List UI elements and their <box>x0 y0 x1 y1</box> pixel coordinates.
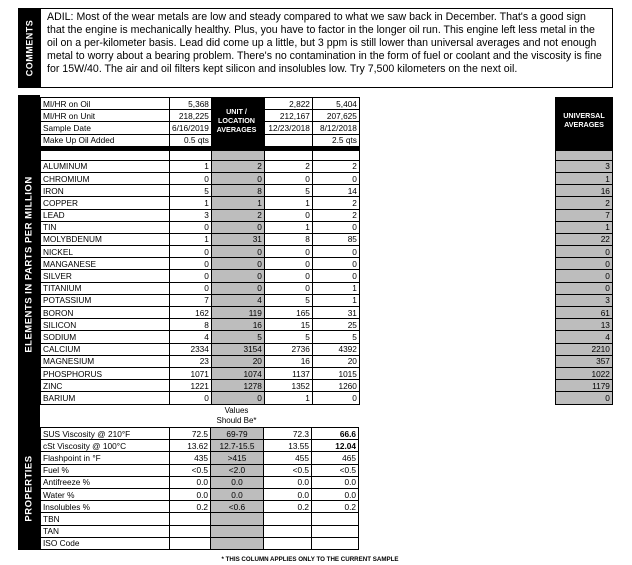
element-sample-1: 0 <box>170 282 212 294</box>
property-name: Insolubles % <box>41 501 170 513</box>
property-row <box>41 488 359 500</box>
header-sample-1: 218,225 <box>170 110 212 122</box>
header-row <box>41 122 613 134</box>
header-row-label: Make Up Oil Added <box>41 134 170 146</box>
element-name: ZINC <box>41 380 170 392</box>
element-row <box>41 258 613 270</box>
element-row <box>41 331 613 343</box>
spacer-cell <box>359 150 555 160</box>
element-gap <box>359 343 555 355</box>
element-universal-average: 357 <box>555 355 612 367</box>
header-sample-1: 5,368 <box>170 98 212 110</box>
unit-location-averages-label: UNIT / LOCATION AVERAGES <box>216 106 257 134</box>
element-sample-3: 0 <box>312 258 359 270</box>
property-sample-2: 72.3 <box>264 428 312 440</box>
element-sample-2: 0 <box>264 258 312 270</box>
element-sample-3: 2 <box>312 197 359 209</box>
property-should-be: <0.6 <box>211 501 264 513</box>
property-sample-1: 435 <box>170 452 211 464</box>
property-sample-1 <box>170 525 211 537</box>
element-unit-average: 20 <box>211 355 264 367</box>
header-sample-2: 12/23/2018 <box>264 122 312 134</box>
element-unit-average: 5 <box>211 331 264 343</box>
element-sample-3: 14 <box>312 185 359 197</box>
element-name: BARIUM <box>41 392 170 404</box>
values-should-be-label: Values Should Be* <box>216 406 257 425</box>
element-gap <box>359 319 555 331</box>
property-sample-1: <0.5 <box>170 464 211 476</box>
element-unit-average: 3154 <box>211 343 264 355</box>
elements-sidebar <box>18 95 40 434</box>
element-unit-average: 1074 <box>211 367 264 379</box>
element-sample-1: 23 <box>170 355 212 367</box>
header-gap <box>359 134 555 146</box>
element-sample-2: 8 <box>264 233 312 245</box>
element-unit-average: 0 <box>211 392 264 404</box>
property-sample-3: 66.6 <box>312 428 359 440</box>
property-sample-2: <0.5 <box>264 464 312 476</box>
element-row <box>41 185 613 197</box>
property-sample-1: 72.5 <box>170 428 211 440</box>
header-gap <box>359 98 555 110</box>
property-sample-3: <0.5 <box>312 464 359 476</box>
element-sample-2: 1137 <box>264 367 312 379</box>
element-sample-1: 1 <box>170 197 212 209</box>
header-gap <box>359 110 555 122</box>
property-sample-2 <box>264 513 312 525</box>
element-row <box>41 343 613 355</box>
element-name: MANGANESE <box>41 258 170 270</box>
element-gap <box>359 282 555 294</box>
footnote: * THIS COLUMN APPLIES ONLY TO THE CURRENT SAMPLE <box>221 556 399 563</box>
property-row <box>41 525 359 537</box>
element-unit-average: 31 <box>211 233 264 245</box>
element-universal-average: 1022 <box>555 367 612 379</box>
header-row-label: MI/HR on Unit <box>41 110 170 122</box>
element-unit-average: 0 <box>211 258 264 270</box>
spacer-cell <box>312 150 359 160</box>
element-sample-2: 2736 <box>264 343 312 355</box>
elements-table-wrap <box>40 97 613 405</box>
element-name: BORON <box>41 307 170 319</box>
property-sample-2 <box>264 525 312 537</box>
property-should-be: 0.0 <box>211 476 264 488</box>
element-sample-1: 8 <box>170 319 212 331</box>
element-gap <box>359 221 555 233</box>
element-sample-1: 1 <box>170 160 212 172</box>
element-sample-2: 0 <box>264 270 312 282</box>
property-sample-2: 455 <box>264 452 312 464</box>
element-gap <box>359 380 555 392</box>
property-sample-3 <box>312 513 359 525</box>
element-unit-average: 16 <box>211 319 264 331</box>
element-row <box>41 392 613 404</box>
element-row <box>41 294 613 306</box>
element-sample-1: 7 <box>170 294 212 306</box>
property-name: Water % <box>41 488 170 500</box>
header-sample-3: 5,404 <box>312 98 359 110</box>
element-name: IRON <box>41 185 170 197</box>
universal-averages-label: UNIVERSAL AVERAGES <box>563 111 605 129</box>
element-gap <box>359 185 555 197</box>
property-row <box>41 537 359 549</box>
element-row <box>41 367 613 379</box>
element-sample-3: 1260 <box>312 380 359 392</box>
element-name: TITANIUM <box>41 282 170 294</box>
element-gap <box>359 172 555 184</box>
element-name: CHROMIUM <box>41 172 170 184</box>
element-unit-average: 0 <box>211 221 264 233</box>
property-sample-1: 13.62 <box>170 440 211 452</box>
element-universal-average: 0 <box>555 270 612 282</box>
property-sample-2: 13.55 <box>264 440 312 452</box>
element-name: SODIUM <box>41 331 170 343</box>
element-sample-1: 4 <box>170 331 212 343</box>
element-universal-average: 22 <box>555 233 612 245</box>
spacer-cell <box>211 150 264 160</box>
element-name: NICKEL <box>41 246 170 258</box>
property-row <box>41 501 359 513</box>
element-sample-3: 31 <box>312 307 359 319</box>
property-name: TAN <box>41 525 170 537</box>
element-universal-average: 13 <box>555 319 612 331</box>
property-name: SUS Viscosity @ 210°F <box>41 428 170 440</box>
element-universal-average: 3 <box>555 294 612 306</box>
element-sample-2: 0 <box>264 246 312 258</box>
property-name: Flashpoint in °F <box>41 452 170 464</box>
element-sample-1: 0 <box>170 270 212 282</box>
element-sample-3: 1 <box>312 282 359 294</box>
element-unit-average: 119 <box>211 307 264 319</box>
element-sample-2: 0 <box>264 282 312 294</box>
header-sample-2: 2,822 <box>264 98 312 110</box>
comments-box <box>40 8 613 88</box>
property-sample-1: 0.2 <box>170 501 211 513</box>
element-name: SILVER <box>41 270 170 282</box>
element-gap <box>359 331 555 343</box>
element-name: POTASSIUM <box>41 294 170 306</box>
property-row <box>41 452 359 464</box>
property-sample-1 <box>170 513 211 525</box>
property-row <box>41 513 359 525</box>
element-sample-1: 1221 <box>170 380 212 392</box>
element-gap <box>359 294 555 306</box>
element-sample-2: 5 <box>264 331 312 343</box>
property-row <box>41 464 359 476</box>
element-sample-2: 1 <box>264 197 312 209</box>
element-row <box>41 380 613 392</box>
element-unit-average: 1 <box>211 197 264 209</box>
property-sample-3: 12.04 <box>312 440 359 452</box>
element-sample-3: 0 <box>312 246 359 258</box>
element-name: TIN <box>41 221 170 233</box>
element-gap <box>359 270 555 282</box>
element-name: CALCIUM <box>41 343 170 355</box>
element-gap <box>359 233 555 245</box>
element-gap <box>359 197 555 209</box>
header-sample-3: 2.5 qts <box>312 134 359 146</box>
header-sample-3: 8/12/2018 <box>312 122 359 134</box>
element-gap <box>359 392 555 404</box>
element-sample-2: 165 <box>264 307 312 319</box>
properties-section-label: PROPERTIES <box>23 454 35 522</box>
property-name: cSt Viscosity @ 100°C <box>41 440 170 452</box>
elements-section-label: ELEMENTS IN PARTS PER MILLION <box>23 176 35 353</box>
element-gap <box>359 246 555 258</box>
element-sample-2: 0 <box>264 209 312 221</box>
element-unit-average: 0 <box>211 270 264 282</box>
element-universal-average: 2 <box>555 197 612 209</box>
property-should-be: <2.0 <box>211 464 264 476</box>
property-row <box>41 428 359 440</box>
element-universal-average: 0 <box>555 246 612 258</box>
element-name: SILICON <box>41 319 170 331</box>
header-sample-1: 6/16/2019 <box>170 122 212 134</box>
property-should-be: 69-79 <box>211 428 264 440</box>
header-row-label: Sample Date <box>41 122 170 134</box>
element-sample-2: 15 <box>264 319 312 331</box>
property-sample-3: 465 <box>312 452 359 464</box>
property-sample-3 <box>312 525 359 537</box>
element-sample-2: 5 <box>264 294 312 306</box>
element-name: ALUMINUM <box>41 160 170 172</box>
element-sample-3: 2 <box>312 209 359 221</box>
property-name: TBN <box>41 513 170 525</box>
element-row <box>41 221 613 233</box>
element-sample-3: 1015 <box>312 367 359 379</box>
element-sample-3: 0 <box>312 221 359 233</box>
element-universal-average: 4 <box>555 331 612 343</box>
element-universal-average: 16 <box>555 185 612 197</box>
element-universal-average: 7 <box>555 209 612 221</box>
spacer-cell <box>264 150 312 160</box>
element-row <box>41 197 613 209</box>
property-name: Fuel % <box>41 464 170 476</box>
element-sample-2: 16 <box>264 355 312 367</box>
property-sample-1: 0.0 <box>170 488 211 500</box>
property-sample-1: 0.0 <box>170 476 211 488</box>
element-universal-average: 0 <box>555 392 612 404</box>
element-universal-average: 2210 <box>555 343 612 355</box>
element-sample-3: 5 <box>312 331 359 343</box>
element-sample-2: 2 <box>264 160 312 172</box>
element-sample-3: 0 <box>312 392 359 404</box>
header-sample-2: 212,167 <box>264 110 312 122</box>
element-sample-3: 0 <box>312 172 359 184</box>
element-sample-3: 85 <box>312 233 359 245</box>
element-unit-average: 2 <box>211 209 264 221</box>
element-sample-1: 5 <box>170 185 212 197</box>
element-row <box>41 282 613 294</box>
property-sample-2: 0.0 <box>264 488 312 500</box>
element-row <box>41 246 613 258</box>
property-should-be <box>211 537 264 549</box>
property-row <box>41 440 359 452</box>
element-unit-average: 1278 <box>211 380 264 392</box>
header-row <box>41 134 613 146</box>
element-row <box>41 233 613 245</box>
property-sample-3: 0.0 <box>312 476 359 488</box>
element-name: COPPER <box>41 197 170 209</box>
element-universal-average: 1179 <box>555 380 612 392</box>
property-should-be: >415 <box>211 452 264 464</box>
header-row <box>41 98 613 110</box>
element-sample-2: 1 <box>264 392 312 404</box>
element-sample-1: 2334 <box>170 343 212 355</box>
property-sample-2: 0.0 <box>264 476 312 488</box>
header-gap <box>359 122 555 134</box>
element-row <box>41 172 613 184</box>
comments-text: ADIL: Most of the wear metals are low and steady compared to what we saw back in December. That's a good sign that the engine is mechanically healthy. Plus, you have to factor in the longer oil run. This engine left less metal in the oil on a per-kilometer basis. Lead did come up a little, but 3 ppm is still lower than universal averages and not enough metal to worry about a bearing problem. There's no contamination in the form of fuel or coolant and the viscosity is fine for 15W/40. The air and oil filters kept silicon and insolubles low. Try 7,500 kilometers on the next oil. <box>47 11 602 75</box>
properties-table-wrap <box>40 427 359 550</box>
element-sample-1: 0 <box>170 172 212 184</box>
element-sample-3: 0 <box>312 270 359 282</box>
element-name: MAGNESIUM <box>41 355 170 367</box>
element-gap <box>359 307 555 319</box>
element-sample-3: 1 <box>312 294 359 306</box>
element-universal-average: 3 <box>555 160 612 172</box>
property-name: ISO Code <box>41 537 170 549</box>
element-sample-3: 2 <box>312 160 359 172</box>
element-universal-average: 0 <box>555 258 612 270</box>
element-universal-average: 1 <box>555 221 612 233</box>
element-sample-3: 4392 <box>312 343 359 355</box>
element-sample-2: 5 <box>264 185 312 197</box>
spacer-row <box>41 150 613 160</box>
comments-sidebar <box>18 8 40 88</box>
property-should-be <box>211 525 264 537</box>
element-unit-average: 8 <box>211 185 264 197</box>
property-should-be: 12.7-15.5 <box>211 440 264 452</box>
header-sample-3: 207,625 <box>312 110 359 122</box>
element-sample-2: 1352 <box>264 380 312 392</box>
element-unit-average: 0 <box>211 172 264 184</box>
element-gap <box>359 258 555 270</box>
element-unit-average: 4 <box>211 294 264 306</box>
element-row <box>41 307 613 319</box>
property-sample-1 <box>170 537 211 549</box>
properties-table <box>40 427 359 550</box>
header-row-label: MI/HR on Oil <box>41 98 170 110</box>
element-name: PHOSPHORUS <box>41 367 170 379</box>
element-gap <box>359 355 555 367</box>
property-sample-2 <box>264 537 312 549</box>
element-sample-1: 0 <box>170 392 212 404</box>
element-sample-2: 1 <box>264 221 312 233</box>
property-sample-3: 0.0 <box>312 488 359 500</box>
property-sample-3 <box>312 537 359 549</box>
element-sample-1: 162 <box>170 307 212 319</box>
element-name: LEAD <box>41 209 170 221</box>
element-row <box>41 160 613 172</box>
property-should-be <box>211 513 264 525</box>
elements-table <box>40 97 613 405</box>
header-row <box>41 110 613 122</box>
property-sample-2: 0.2 <box>264 501 312 513</box>
comments-section-label: COMMENTS <box>24 19 34 77</box>
property-sample-3: 0.2 <box>312 501 359 513</box>
element-gap <box>359 160 555 172</box>
element-gap <box>359 367 555 379</box>
element-sample-1: 1071 <box>170 367 212 379</box>
spacer-cell <box>170 150 212 160</box>
element-universal-average: 61 <box>555 307 612 319</box>
spacer-cell <box>555 150 612 160</box>
spacer-cell <box>41 150 170 160</box>
element-row <box>41 270 613 282</box>
header-sample-2 <box>264 134 312 146</box>
element-unit-average: 0 <box>211 282 264 294</box>
element-sample-1: 0 <box>170 258 212 270</box>
element-unit-average: 0 <box>211 246 264 258</box>
element-universal-average: 0 <box>555 282 612 294</box>
property-should-be: 0.0 <box>211 488 264 500</box>
element-sample-1: 0 <box>170 221 212 233</box>
universal-averages-header <box>555 97 613 143</box>
element-name: MOLYBDENUM <box>41 233 170 245</box>
element-unit-average: 2 <box>211 160 264 172</box>
unit-location-averages-header <box>210 97 263 143</box>
element-row <box>41 355 613 367</box>
element-sample-1: 1 <box>170 233 212 245</box>
element-sample-1: 0 <box>170 246 212 258</box>
header-sample-1: 0.5 qts <box>170 134 212 146</box>
property-row <box>41 476 359 488</box>
element-gap <box>359 209 555 221</box>
element-sample-3: 25 <box>312 319 359 331</box>
properties-sidebar <box>18 426 40 550</box>
element-sample-3: 20 <box>312 355 359 367</box>
element-row <box>41 209 613 221</box>
property-name: Antifreeze % <box>41 476 170 488</box>
element-sample-1: 3 <box>170 209 212 221</box>
element-row <box>41 319 613 331</box>
element-sample-2: 0 <box>264 172 312 184</box>
element-universal-average: 1 <box>555 172 612 184</box>
